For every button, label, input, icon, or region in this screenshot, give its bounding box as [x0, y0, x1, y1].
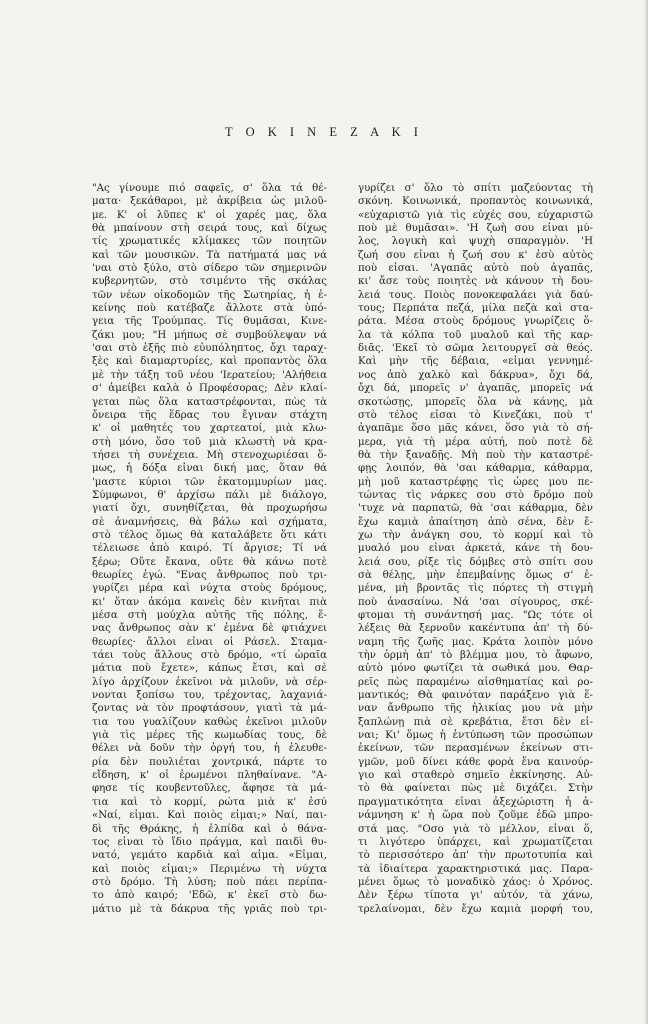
- text-line: σὰ θέλῃς, μὴν ἐπεμβαίνῃς ὅμως σ' ἐ-: [358, 569, 593, 581]
- text-line: θεωρίες· ἄλλοι εἶναι οἱ Ράσελ. Σταμα-: [92, 636, 327, 648]
- text-line: τάει τοὺς ἄλλους στὸ δρόμο, «τί ὡραῖα: [92, 650, 327, 662]
- text-line: Σύμφωνοι, θ' ἀρχίσω πάλι μὲ διάλογο,: [92, 489, 327, 501]
- text-line: στὸ δρόμο. Τὴ λύση; ποὺ πάει περίπα-: [92, 876, 327, 888]
- text-line: λειά τους. Ποιὸς πονοκεφαλάει γιὰ δαύ-: [358, 289, 593, 301]
- text-line: μὴ μοῦ καταστρέφῃς τὶς ὧρες μου πε-: [358, 476, 593, 488]
- text-line: θὰ τὴν ξαναδῇς. Μὴ ποὺ τὴν καταστρέ-: [358, 449, 593, 461]
- text-line: ποὺ ἀνασαίνω. Νά 'σαι σίγουρος, σκέ-: [358, 596, 593, 608]
- text-line: τια του γυαλίζουν καθὼς ἐκεῖνοι μιλοῦν: [92, 716, 327, 728]
- text-line: ρεῖς πὼς παραμένω αἰσθηματίας καὶ ρο-: [358, 676, 593, 688]
- text-line: νάμνηση κ' ἡ ὥρα ποὺ ζοῦμε ἐδῶ μπρο-: [358, 810, 593, 822]
- text-line: ναν ἄνθρωπο τῆς ἡλικίας μου νὰ μὴν: [358, 703, 593, 715]
- text-line: αὐτὸ μόνο φωτίζει τὰ σωθικά μου. Θαρ-: [358, 663, 593, 675]
- text-line: μὲ τὴν τάξη τοῦ νέου 'Ιερατείου; 'Αλήθεια: [92, 369, 327, 381]
- text-line: κι' ὅταν ἀκόμα κανεὶς δὲν κινῆται πιὰ: [92, 596, 327, 608]
- text-line: γιατί ὄχι, συνηθίζεται, θὰ προχωρήσω: [92, 503, 327, 515]
- text-line: φτομαι τὴ συνάντησή μας. "Ως τότε οἱ: [358, 610, 593, 621]
- text-line: λίγο ἀρχίζουν ἐκεῖνοι νὰ μιλοῦν, νὰ σέρ-: [92, 676, 327, 688]
- text-line: ὄνειρα τῆς ἕδρας του ἔγιναν στάχτη: [92, 409, 327, 421]
- text-line: γεια τῆς Τρούμπας. Τίς θυμᾶσαι, Κινε-: [92, 316, 327, 328]
- text-line: τρελαίνομαι, δὲν ἔχω καμιὰ μορφή του,: [358, 903, 593, 915]
- text-line: εἴδηση, κ' οἱ ἐρωμένοι πληθαίνανε. "Α-: [92, 770, 327, 782]
- text-line: μάτια ποὺ ἔχετε», κάπως ἔτσι, καὶ σὲ: [92, 663, 327, 675]
- text-line: ζοντας νὰ τὸν προφτάσουν, γιατὶ τὰ μά-: [92, 703, 327, 715]
- text-line: τίς χρωματικές κλίμακες τῶν ποιητῶν: [92, 236, 327, 248]
- text-line: δὶ τῆς Θράκης, ἡ ἐλπίδα καὶ ὁ θάνα-: [92, 823, 327, 835]
- text-line: ξαπλώνῃ πιὰ σὲ κρεβάτια, ἔτσι δὲν εἶ-: [358, 716, 593, 728]
- text-line: κ' οἱ μαθητές του χαρτεατοί, μιὰ κλω-: [92, 423, 327, 435]
- text-line: στά μας. "Οσο γιὰ τὸ μέλλον, εἶναι ὅ,: [358, 823, 593, 835]
- text-line: σ' ἀμείβει καλὰ ὁ Προφέσορας; Δὲν κλαί-: [92, 383, 327, 395]
- text-line: νονται ξοπίσω του, τρέχοντας, λαχανιά-: [92, 690, 327, 702]
- text-line: ὄχι δά, μπορεῖς ν' ἀγαπᾶς, μπορεῖς νά: [358, 383, 593, 395]
- text-line: γμῶν, μοῦ δίνει κάθε φορὰ ἕνα καινούρ-: [358, 756, 593, 768]
- text-line: τος εἶναι τὸ ἴδιο πράγμα, καὶ παιδὶ θυ-: [92, 836, 327, 848]
- text-line: ματα· ξεκάθαροι, μὲ ἀκρίβεια ὡς μιλοῦ-: [92, 196, 327, 208]
- text-line: στὴ μόνο, ὅσο τοῦ μιὰ κλωστὴ νὰ κρα-: [92, 436, 327, 448]
- text-line: ράτα. Μέσα στοὺς δρόμους γνωρίζεις ὅ-: [358, 316, 593, 328]
- text-line: τὰ ἰδιαίτερα χαρακτηριστικά μας. Παρα-: [358, 863, 593, 875]
- text-line: θέλει νὰ δοῦν τὴν ὀργή του, ἡ ἐλευθε-: [92, 743, 327, 755]
- text-line: λος, λογικὴ καὶ ψυχὴ σπαραγμὸν. 'Η: [358, 236, 593, 248]
- text-line: χω τὴν ἀνάγκη σου, τὸ κορμί καὶ τὸ: [358, 529, 593, 541]
- page-edge-shadow: [644, 0, 648, 1024]
- text-line: τια καὶ τὸ κορμί, ρώτα μιὰ κ' ἐσύ: [92, 796, 327, 808]
- text-line: τους; Περπάτα πεζά, μίλα πεζὰ καὶ στα-: [358, 303, 593, 315]
- text-line: θεωρίες ἐγώ. "Ενας ἄνθρωπος ποὺ τρι-: [92, 569, 327, 581]
- text-line: πραγματικότητα εἶναι ἀξεχώριστη ἡ ἀ-: [358, 796, 593, 808]
- text-line: ζάκι μου; "Η μήπως σὲ συμβούλεψαν νά: [92, 329, 327, 341]
- text-line: κείνης ποὺ κατέβαζε ἄλλοτε στὰ ὑπό-: [92, 303, 327, 315]
- text-line: γιο καὶ σταθερὸ σημεῖο ἐκκίνησης. Αὐ-: [358, 770, 593, 782]
- text-line: 'ναι στὸ ξύλο, στὸ σίδερο τῶν σημερινῶν: [92, 263, 327, 275]
- text-line: φησε τίς κουβεντοῦλες, ἄφησε τὰ μά-: [92, 783, 327, 795]
- text-line: γεται πὼς ὅλα καταστρέφονται, πὼς τὰ: [92, 396, 327, 408]
- text-line: στὸ τέλος εἶσαι τὸ Κινεζάκι, ποὺ τ': [358, 409, 593, 421]
- text-line: «Ναί, εἶμαι. Καὶ ποιὸς εἶμαι;» Ναί, παι-: [92, 810, 327, 822]
- text-line: Καὶ μὴν τῆς δέβαια, «εἶμαι γεννημέ-: [358, 356, 593, 368]
- text-line: θὰ μπαίνουν στὴ σειρά τους, καὶ δίχως: [92, 223, 327, 235]
- text-line: μένει ὅμως τὸ μοναδικὸ χάος: ὁ Χρόνος.: [358, 876, 593, 888]
- text-line: ρία δὲν πουλιέται χοντρικά, πάρτε το: [92, 756, 327, 768]
- text-line: το ἀπὸ καιρό; 'Εδῶ, κ' ἐκεῖ στὸ δω-: [92, 890, 327, 902]
- text-line: «εὐχαριστῶ γιὰ τὶς εὐχές σου, εὐχαριστῶ: [358, 209, 593, 221]
- text-line: νος ἀπὸ χαλκὸ καὶ δάκρυα», ὄχι δά,: [358, 369, 593, 381]
- text-line: με. Κ' οἱ λῦπες κ' οἱ χαρές μας, ὅλα: [92, 209, 327, 221]
- text-line: λειά σου, ρίξε τὶς δόμβες στὸ σπίτι σου: [358, 556, 593, 568]
- text-line: στὸ τέλος ὅμως θὰ καταλάβετε ὅτι κάτι: [92, 529, 327, 541]
- text-line: τὴν ὁρμὴ ἀπ' τὸ βλέμμα μου, τὸ ἄφωνο,: [358, 650, 593, 662]
- text-line: μερα, γιὰ τὴ μέρα αὐτή, ποὺ ποτὲ δὲ: [358, 436, 593, 448]
- text-line: γυρίζει σ' ὅλο τὸ σπίτι μαζεύοντας τὴ: [358, 183, 593, 194]
- text-line: καὶ τῶν μουσικῶν. Τὰ πατήματά μας νά: [92, 249, 327, 261]
- text-line: κυβερνητῶν, στὸ τσιμέντο τῆς σκάλας: [92, 276, 327, 288]
- text-line: τήσει τὴ συνέχεια. Μὴ στενοχωριέσαι ὅ-: [92, 449, 327, 461]
- text-line: νας ἄνθρωπος σὰν κ' ἐμένα δὲ φτιάχνει: [92, 623, 327, 635]
- text-line: σκόνη. Κοινωνικά, προπαντὸς κοινωνικά,: [358, 196, 593, 208]
- text-line: 'τυχε νὰ παρπατῶ, θὰ 'σαι κάθαρμα, δὲν: [358, 503, 593, 515]
- text-line: γυρίζει μέρα καὶ νύχτα στοὺς δρόμους,: [92, 583, 327, 595]
- text-line: σὲ ἀναμνήσεις, θὰ βάλω καὶ σχήματα,: [92, 516, 327, 528]
- text-line: ποὺ μὲ θυμᾶσαι». 'Η ζωὴ σου εἶναι μύ-: [358, 223, 593, 235]
- text-line: ἀγαπᾶμε ὅσο μᾶς κάνει, ὅσο γιὰ τὸ σή-: [358, 423, 593, 435]
- text-line: καὶ ποιὸς εἶμαι;» Περιμένω τὴ νύχτα: [92, 863, 327, 875]
- text-line: μως, ἡ δόξα εἶναι δική μας, ὅταν θά: [92, 463, 327, 475]
- text-line: λα τὰ κόλπα τοῦ μυαλοῦ καὶ τῆς καρ-: [358, 329, 593, 341]
- text-line: ναι; Κι' ὅμως ἡ ἐντύπωση τῶν προσώπων: [358, 730, 593, 742]
- text-line: γιὰ τὶς μέρες τῆς κωμωδίας τους, δὲ: [92, 730, 327, 742]
- text-line: φῃς λοιπόν, θὰ 'σαι κάθαρμα, κάθαρμα,: [358, 463, 593, 475]
- text-line: κι' ἄσε τοὺς ποιητὲς νὰ κάνουν τὴ δου-: [358, 276, 593, 288]
- text-line: ξὲς καὶ διαμαρτυρίες, καὶ προπαντὸς ὅλα: [92, 356, 327, 368]
- text-line: τι λιγότερο ὑπάρχει, καὶ χρωματίζεται: [358, 836, 593, 848]
- text-line: σκοτώσῃς, μπορεῖς ὅλα νὰ κάνῃς, μὰ: [358, 396, 593, 408]
- text-line: ναμη τῆς ζωῆς μας. Κράτα λοιπὸν μόνο: [358, 636, 593, 648]
- text-line: λέξεις θὰ ξερνοῦν κακέντυπα ἀπ' τὴ δύ-: [358, 623, 593, 635]
- text-line: διᾶς. 'Εκεῖ τὸ σῶμα λειτουργεῖ σὰ θεός.: [358, 343, 593, 355]
- text-line: τὸ περισσότερο ἀπ' τὴν πρωτοτυπία καὶ: [358, 850, 593, 862]
- text-line: τῶν νέων οἰκοδομῶν τῆς Σωτηρίας, ἡ ἐ-: [92, 289, 327, 301]
- text-line: Δὲν ξέρω τίποτα γι' αὐτόν, τὰ χάνω,: [358, 890, 593, 902]
- text-line: μένα, μὴ βροντᾶς τὶς πόρτες τὴ στιγμὴ: [358, 583, 593, 595]
- page-title: Τ Ο Κ Ι Ν Ε Ζ Α Κ Ι: [225, 125, 423, 139]
- text-line: τέλειωσε ἀπὸ καιρό. Τί ἄργισε; Τί νά: [92, 543, 327, 555]
- text-line: "Ας γίνουμε πιό σαφεῖς, σ' ὅλα τά θέ-: [92, 183, 327, 194]
- text-line: μάτιο μὲ τὰ δάκρυα τῆς γριᾶς ποὺ τρι-: [92, 903, 327, 915]
- text-line: ζωή σου εἶναι ἡ ζωή σου κ' ἐσὺ αὐτὸς: [358, 249, 593, 261]
- text-line: μυαλό μου εἶναι ἀρκετά, κάνε τὴ δου-: [358, 543, 593, 555]
- text-line: 'μαστε κύριοι τῶν ἑκατομμυρίων μας.: [92, 476, 327, 488]
- text-line: ἔχω καμιὰ ἀπαίτηση ἀπὸ σένα, δὲν ἔ-: [358, 516, 593, 528]
- text-line: τὸ θὰ φαίνεται πὼς μὲ διχάζει. Στὴν: [358, 783, 593, 795]
- text-line: ἐκείνων, τῶν περασμένων ἐκείνων στι-: [358, 743, 593, 755]
- text-line: τώντας τὶς νάρκες σου στὸ δρόμο ποὺ: [358, 489, 593, 501]
- text-line: μαντικός; Θὰ φαινόταν παράξενο γιὰ ἕ-: [358, 690, 593, 702]
- right-text-column: [358, 182, 593, 916]
- text-line: μέσα στὴ μούχλα αὐτῆς τῆς πόλης, ἕ-: [92, 610, 327, 621]
- text-line: 'σαι στὸ ἑξῆς πιὸ εὐυπόληπτος, ὄχι ταραχ-: [92, 343, 327, 355]
- text-line: ξέρω; Οὔτε ἔκανα, οὔτε θὰ κάνω ποτὲ: [92, 556, 327, 568]
- text-line: ποὺ εἶσαι. 'Αγαπᾶς αὐτὸ ποὺ ἀγαπᾶς,: [358, 263, 593, 275]
- text-line: νατό, γεμάτο καρδιὰ καὶ αἷμα. «Εἶμαι,: [92, 850, 327, 862]
- left-text-column: [92, 182, 327, 916]
